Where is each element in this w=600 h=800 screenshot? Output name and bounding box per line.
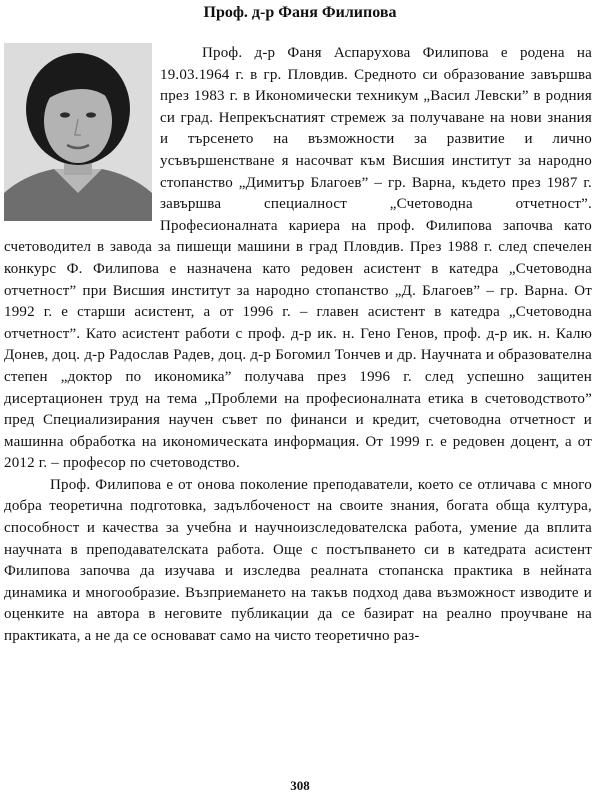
paragraph-teaching: Проф. Филипова е от онова поколение преподаватели, което се отличава с много добра теоретична подготовка, задълбоченост на своите знания, богата обща култура, способност и качества за учебна и научноизследователска работа, умение да вплита научната в преподавателската работа. Още с постъпването си в катедрата асистент Филипова започва да изучава и изследва реалната стопанска практика в нейната динамика и многообразие. Възприемането на такъв подход дава възможност изводите и оценките на автора в неговите публикации да се базират на реално проучване на практиката, а не да се основават само на чисто теоретично раз-	[4, 476, 592, 645]
paragraph-biography: Проф. д-р Фаня Аспарухова Филипова е родена на 19.03.1964 г. в гр. Пловдив. Средното си образование завършва през 1983 г. в Икономически техникум „Васил Левски” в родния си град. Непрекъснатият стремеж за получаване на нови знания и търсенето на възможности за развитие и лично усъвършенстване я насочват към Висшия институт за народно стопанство „Димитър Благоев” – гр. Варна, където през 1987 г. завършва специалност „Счетоводна отчетност”. Професионалната кариера на проф. Филипова започва като счетоводител в завода за пишещи машини в град Пловдив. През 1988 г. след спечелен конкурс Ф. Филипова е назначена като редовен асистент в катедра „Счетоводна отчетност” при Висшия институт за народно стопанство „Д. Благоев” – гр. Варна. От 1992 г. е старши асистент, а от 1996 г. – главен асистент в катедра „Счетоводна отчетност”. Като асистент работи с проф. д-р ик. н. Гено Генов, проф. д-р ик. н. Калю Донев, доц. д-р Радослав Радев, доц. д-р Богомил Тончев и др. Научната и образователна степен „доктор по икономика” получава през 1996 г. след успешно защитен дисертационен труд на тема „Проблеми на професионалната етика в счетоводството” пред Специализирания научен съвет по финанси и кредит, счетоводна отчетност и машинна обработка на икономическата информация. От 1999 г. е редовен доцент, а от 2012 г. – професор по счетоводство.	[4, 45, 592, 472]
page-title: Проф. д-р Фаня Филипова	[203, 4, 397, 21]
article-body	[4, 43, 592, 648]
portrait-photo	[4, 43, 152, 221]
page-number: 308	[290, 778, 310, 793]
